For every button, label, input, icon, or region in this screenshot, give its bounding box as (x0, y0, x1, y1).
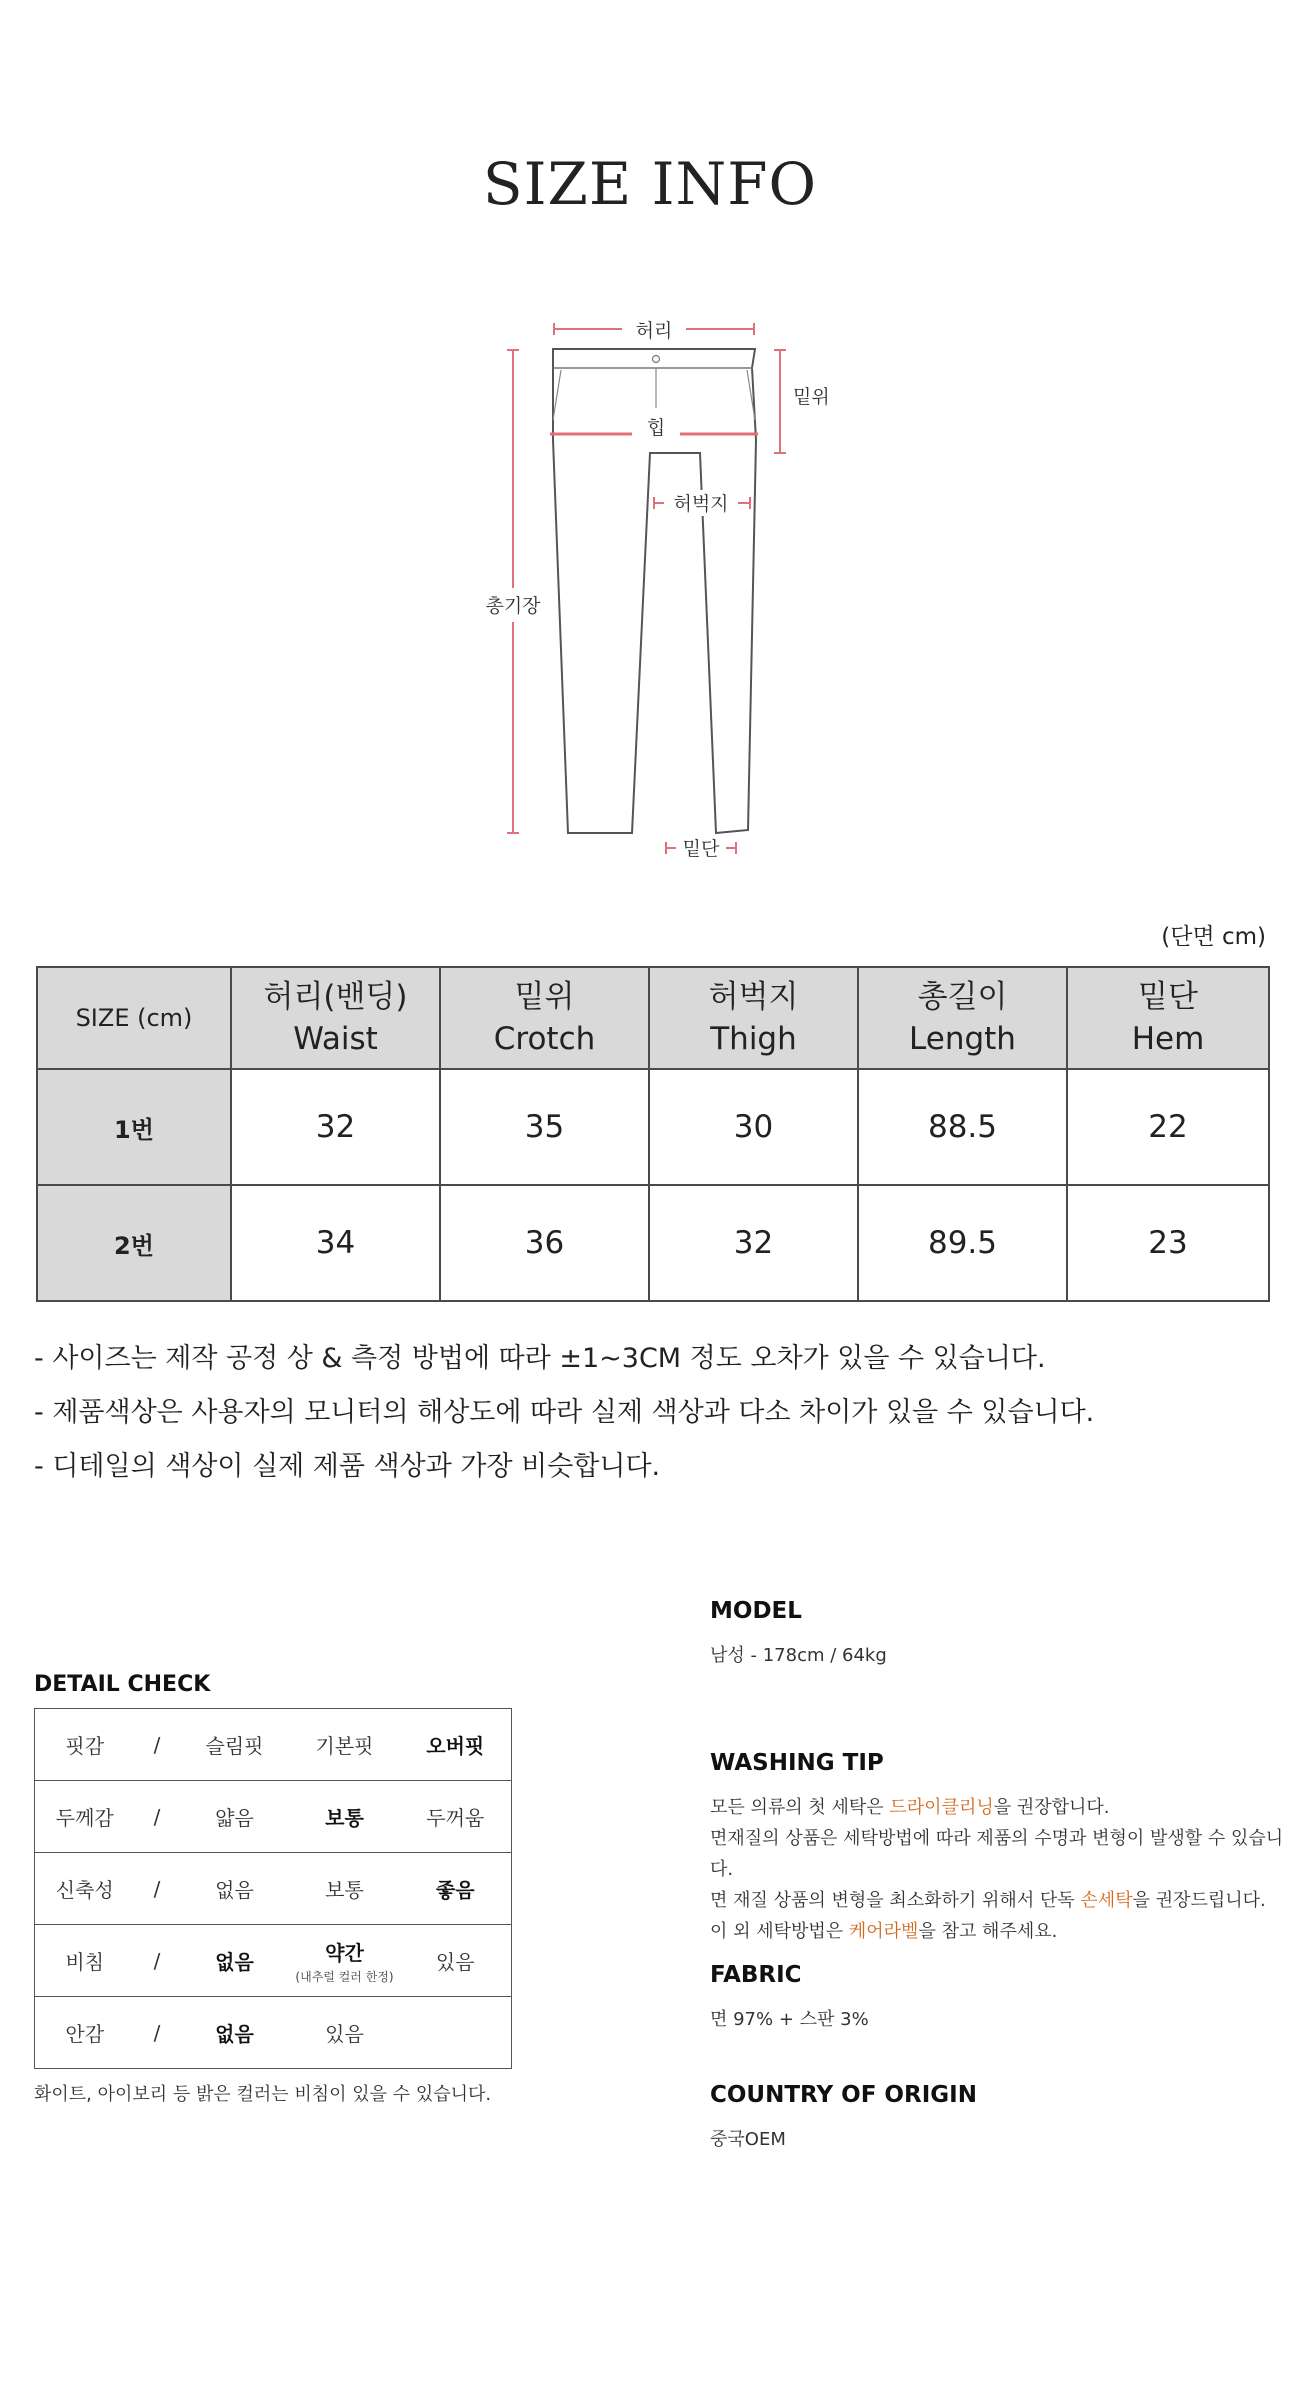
table-cell: 36 (440, 1185, 649, 1301)
detail-option: 두꺼움 (400, 1781, 512, 1853)
note-line: - 디테일의 색상이 실제 제품 색상과 가장 비슷합니다. (34, 1451, 661, 1482)
origin-section (710, 2082, 1290, 2155)
hem-label: 밑단 (682, 838, 720, 860)
col-header-waist: 허리(밴딩) Waist (231, 967, 440, 1069)
detail-option-selected: 보통 (290, 1781, 400, 1853)
table-cell: 34 (231, 1185, 440, 1301)
table-row (37, 1185, 1269, 1301)
detail-row-stretch (35, 1853, 512, 1925)
detail-label: 두께감 (35, 1781, 135, 1853)
length-label: 총기장 (485, 595, 541, 617)
detail-option: 슬림핏 (180, 1709, 290, 1781)
origin-text: 중국OEM (710, 2129, 786, 2150)
detail-label: 핏감 (35, 1709, 135, 1781)
left-pocket (553, 370, 561, 420)
detail-row-lining (35, 1997, 512, 2069)
detail-label: 안감 (35, 1997, 135, 2069)
table-cell: 32 (649, 1185, 858, 1301)
detail-row-fit (35, 1709, 512, 1781)
detail-option-text: 약간 (325, 1940, 364, 1965)
col-header-crotch: 밑위 Crotch (440, 967, 649, 1069)
detail-separator: / (135, 1709, 180, 1781)
thigh-label: 허벅지 (673, 493, 729, 515)
washing-title: WASHING TIP (710, 1750, 884, 1776)
table-cell: 32 (231, 1069, 440, 1185)
model-text: 남성 - 178cm / 64kg (710, 1645, 887, 1666)
table-cell: 22 (1067, 1069, 1269, 1185)
detail-check-note: 화이트, 아이보리 등 밝은 컬러는 비침이 있을 수 있습니다. (34, 2084, 492, 2105)
pants-diagram (450, 300, 850, 880)
table-row (37, 1069, 1269, 1185)
detail-option: 기본핏 (290, 1709, 400, 1781)
note-line: - 사이즈는 제작 공정 상 & 측정 방법에 따라 ±1~3CM 정도 오차가 있을 수 있습니다. (34, 1343, 1046, 1374)
detail-option-selected: 좋음 (400, 1853, 512, 1925)
detail-row-sheerness (35, 1925, 512, 1997)
detail-option-selected: 없음 (180, 1997, 290, 2069)
size-table (36, 966, 1270, 1302)
table-cell: 35 (440, 1069, 649, 1185)
washing-highlight: 드라이클리닝 (889, 1797, 994, 1818)
page-title: SIZE INFO (482, 150, 818, 218)
hip-label: 힙 (646, 417, 666, 439)
fabric-text: 면 97% + 스판 3% (710, 2009, 869, 2030)
detail-label: 신축성 (35, 1853, 135, 1925)
col-header-length: 총길이 Length (858, 967, 1067, 1069)
origin-title: COUNTRY OF ORIGIN (710, 2082, 977, 2108)
detail-option: 있음 (400, 1925, 512, 1997)
detail-check-title: DETAIL CHECK (34, 1672, 211, 1697)
size-notes (34, 1332, 1094, 1494)
size-table-header (37, 967, 1269, 1069)
washing-highlight: 손세탁 (1080, 1890, 1133, 1911)
table-cell: 88.5 (858, 1069, 1067, 1185)
model-title: MODEL (710, 1598, 802, 1624)
table-cell: 89.5 (858, 1185, 1067, 1301)
washing-highlight: 케어라벨 (848, 1921, 919, 1942)
detail-row-thickness (35, 1781, 512, 1853)
detail-separator: / (135, 1853, 180, 1925)
unit-note: (단면 cm) (1161, 924, 1266, 950)
detail-option: 보통 (290, 1853, 400, 1925)
model-section (710, 1598, 1290, 1671)
detail-option: 없음 (180, 1853, 290, 1925)
table-cell: 23 (1067, 1185, 1269, 1301)
detail-option: 있음 (290, 1997, 400, 2069)
detail-check-table (34, 1708, 512, 2069)
size-header-corner: SIZE (cm) (37, 967, 231, 1069)
row-size-label: 2번 (37, 1185, 231, 1301)
detail-separator: / (135, 1781, 180, 1853)
detail-option-subnote: (내추럴 컬러 한정) (295, 1969, 394, 1984)
detail-separator: / (135, 1925, 180, 1997)
detail-option-selected (290, 1925, 400, 1997)
fabric-section (710, 1962, 1290, 2035)
table-cell: 30 (649, 1069, 858, 1185)
washing-line: 면재질의 상품은 세탁방법에 따라 제품의 수명과 변형이 발생할 수 있습니다. (710, 1828, 1284, 1880)
detail-option (400, 1997, 512, 2069)
detail-separator: / (135, 1997, 180, 2069)
detail-option: 얇음 (180, 1781, 290, 1853)
fabric-title: FABRIC (710, 1962, 802, 1988)
row-size-label: 1번 (37, 1069, 231, 1185)
button-icon (653, 356, 660, 363)
washing-section (710, 1750, 1290, 1947)
detail-label: 비침 (35, 1925, 135, 1997)
note-line: - 제품색상은 사용자의 모니터의 해상도에 따라 실제 색상과 다소 차이가 있을 수 있습니다. (34, 1397, 1095, 1428)
washing-line: 모든 의류의 첫 세탁은 드라이클리닝을 권장합니다. (710, 1797, 1110, 1818)
detail-option-selected: 오버핏 (400, 1709, 512, 1781)
detail-option-selected: 없음 (180, 1925, 290, 1997)
col-header-thigh: 허벅지 Thigh (649, 967, 858, 1069)
col-header-hem: 밑단 Hem (1067, 967, 1269, 1069)
rise-label: 밑위 (793, 386, 830, 408)
waist-label: 허리 (635, 320, 673, 342)
washing-line: 이 외 세탁방법은 케어라벨을 참고 해주세요. (710, 1921, 1058, 1942)
washing-line: 면 재질 상품의 변형을 최소화하기 위해서 단독 손세탁을 권장드립니다. (710, 1890, 1266, 1911)
